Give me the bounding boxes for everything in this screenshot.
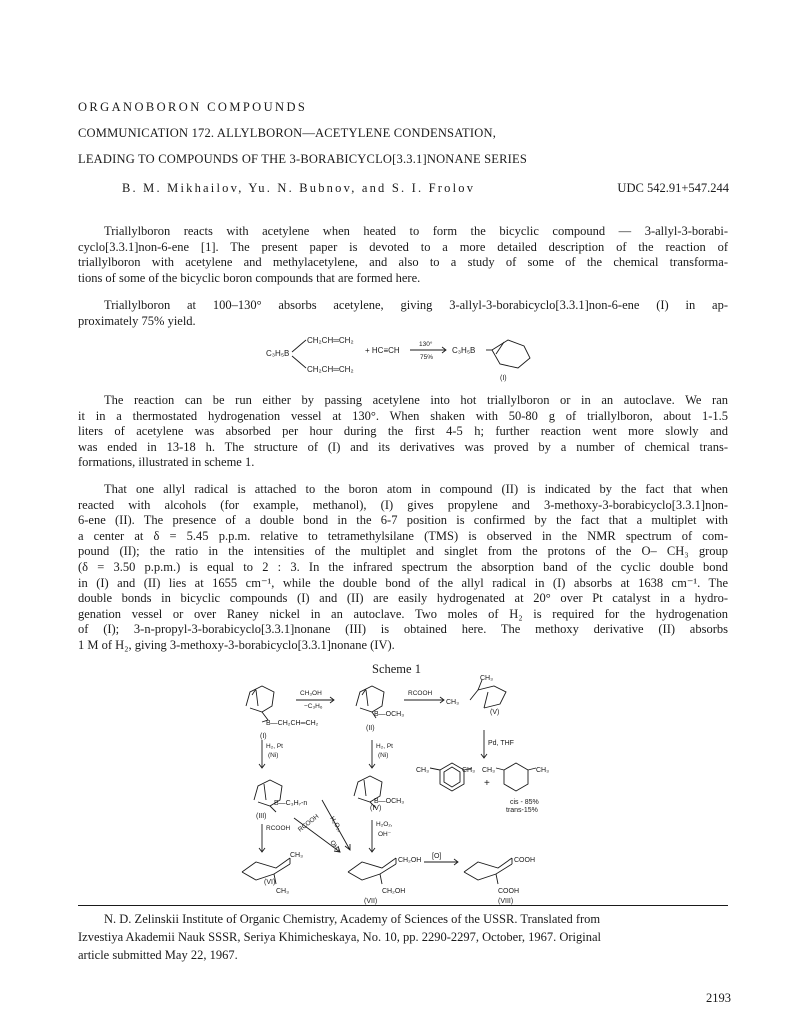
compound-ii-substituent: B—OCH₃ — [374, 711, 405, 718]
label-compound-iii: (III) — [256, 813, 267, 820]
reactant-allyl-top: CH₂CH═CH₂ — [307, 336, 354, 345]
compound-v-methyl-left: CH₃ — [446, 699, 459, 706]
authors: B. M. Mikhailov, Yu. N. Bubnov, and S. I. Frolov — [122, 181, 476, 195]
text-line: That one allyl radical is attached to the boron atom in compound (II) is indicated by the fact that when — [104, 482, 728, 496]
article-subtitle: LEADING TO COMPOUNDS OF THE 3-BORABICYCLO[3.3.1]NONANE SERIES — [78, 152, 528, 166]
xylene-methyl-left: CH₃ — [416, 767, 429, 774]
arrow-rcooh-diagonal: RCOOH — [296, 813, 321, 834]
label-compound-vii: (VII) — [364, 898, 378, 905]
communication-title: COMMUNICATION 172. ALLYLBORON—ACETYLENE CONDENSATION, — [78, 126, 497, 140]
xylene-methyl-right: CH₃ — [462, 767, 475, 774]
label-compound-vi: (VI) — [264, 879, 276, 886]
text-line: liters of acetylene was absorbed per hour during the first 4-5 h; further reaction went more slowly and — [78, 424, 728, 439]
yield-condition: 75% — [420, 354, 434, 361]
text-line: reacted with alcohols (for example, methanol), (I) gives propylene and 3-methoxy-3-borabicyclo[3.3.1]non- — [78, 497, 728, 512]
text-line: double bonds in bicyclic compounds (I) and (II) are easily hydrogenated at 20° over Pt catalyst in a hydro- — [78, 591, 728, 606]
cis-ratio: cis - 85% — [510, 799, 539, 806]
footnote-line: Izvestiya Akademii Nauk SSSR, Seriya Khimicheskaya, No. 10, pp. 2290-2297, October, 1967. Original — [78, 930, 602, 944]
arrow-methanol: CH₃OH — [300, 690, 322, 697]
footnote-line: N. D. Zelinskii Institute of Organic Chemistry, Academy of Sciences of the USSR. Translated from — [104, 912, 601, 926]
product-boron: C₃H₅B — [452, 346, 476, 355]
text-line: triallylboron with acetylene and methylacetylene, and also to a study of some of the chemical transforma- — [78, 255, 728, 270]
product-label: (I) — [500, 375, 507, 382]
text-line: genation vessel or over Raney nickel in an autoclave. Two moles of H₂ is required for the hydrogenation — [78, 606, 728, 621]
arrow-palladium: Pd, THF — [488, 740, 514, 747]
arrow-peroxide-iv: H₂O₂, — [376, 821, 393, 828]
compound-v-methyl-top: CH₃ — [480, 675, 493, 682]
arrow-hydroxide-diagonal: OH⁻ — [328, 839, 342, 855]
text-line: pound (II); the ratio in the intensities of the multiplet and singlet from the protons of the O– CH₃ group — [78, 544, 728, 559]
compound-vii-hydroxymethyl-top: CH₂OH — [398, 857, 422, 864]
text-line: (δ = 3.50 p.p.m.) is equal to 2 : 3. In the infrared spectrum the absorption band of the cyclic double bond — [78, 559, 728, 574]
reactant-boron: C₃H₅B — [266, 349, 290, 358]
compound-viii-carboxyl-top: COOH — [514, 857, 535, 864]
text-line: tions of some of the bicyclic boron compounds that are formed here. — [78, 270, 421, 285]
footnote-line: article submitted May 22, 1967. — [78, 948, 238, 962]
text-line: in (I) and (II) lies at 1655 cm⁻¹, while the double bond of the allyl radical in (I) absorbs at 1638 cm⁻¹. The — [78, 575, 728, 590]
arrow-oxidation: [O] — [432, 853, 442, 860]
text-line: 6-ene (II). The presence of a double bond in the 6-7 position is confirmed by the fact that a multiplet with — [78, 513, 728, 528]
compound-vi-methyl-top: CH₃ — [290, 852, 303, 859]
compound-i-substituent: B—CH₂CH═CH₂ — [266, 720, 319, 727]
udc-code: UDC 542.91+547.244 — [617, 181, 729, 195]
compound-viii-carboxyl-bottom: COOH — [498, 888, 519, 895]
label-compound-v: (V) — [490, 709, 500, 716]
text-line: Triallylboron reacts with acetylene when heated to form the bicyclic compound — 3-allyl-3-borabi- — [104, 224, 728, 238]
cyclohexane-methyl-right: CH₃ — [536, 767, 549, 774]
text-line: cyclo[3.3.1]non-6-ene [1]. The present paper is devoted to a more detailed description of the reaction of — [78, 239, 728, 254]
compound-vi-methyl-bottom: CH₃ — [276, 888, 289, 895]
acetylene-reagent: + HC≡CH — [365, 346, 400, 355]
compound-iv-substituent: B—OCH₃ — [374, 798, 405, 805]
temperature-condition: 130° — [419, 341, 433, 348]
page-number: 2193 — [706, 991, 731, 1005]
arrow-rcooh-vi: RCOOH — [266, 825, 291, 832]
text-line: of (I); 3-n-propyl-3-borabicyclo[3.3.1]nonane (III) is obtained here. The methoxy derivative (II) absorbs — [78, 622, 728, 637]
label-compound-i: (I) — [260, 733, 267, 740]
arrow-hydrogenation-i: H₂, Pt — [266, 743, 283, 750]
text-line: The reaction can be run either by passing acetylene into hot triallylboron or in an autoclave. We ran — [104, 393, 728, 407]
arrow-peroxide-diagonal: H₂O₂, — [328, 815, 344, 834]
scheme-title: Scheme 1 — [372, 662, 421, 676]
text-line: formations, illustrated in scheme 1. — [78, 455, 255, 470]
text-line: it in a thermostated hydrogenation vessel at 130°. When shaken with 50-80 g of triallylboron, about 1-1.5 — [78, 408, 728, 423]
arrow-propylene: −C₃H₆ — [304, 703, 323, 710]
text-line: a center at δ = 5.45 p.p.m. relative to tetramethylsilane (TMS) is observed in the NMR spectrum of com- — [78, 528, 728, 543]
cyclohexane-methyl-left: CH₃ — [482, 767, 495, 774]
compound-iii-substituent: B—C₃H₇-n — [274, 800, 308, 807]
label-compound-viii: (VIII) — [498, 898, 514, 905]
text-line: 1 M of H₂, giving 3-methoxy-3-borabicyclo[3.3.1]nonane (IV). — [78, 637, 395, 652]
text-line: Triallylboron at 100–130° absorbs acetylene, giving 3-allyl-3-borabicyclo[3.3.1]non-6-ene (I) in ap- — [104, 298, 728, 312]
series-title: ORGANOBORON COMPOUNDS — [78, 100, 308, 114]
text-line: was ended in 13-18 h. The structure of (I) and its derivatives was proved by a number of chemical trans- — [78, 439, 728, 454]
label-compound-iv: (IV) — [370, 805, 382, 812]
arrow-nickel-i: (Ni) — [268, 752, 279, 759]
compound-vii-hydroxymethyl-bottom: CH₂OH — [382, 888, 406, 895]
arrow-hydroxide-iv: OH⁻ — [378, 831, 392, 838]
products-plus: + — [484, 778, 490, 789]
footnote-divider — [78, 905, 728, 906]
trans-ratio: trans-15% — [506, 807, 538, 814]
reactant-allyl-bottom: CH₂CH═CH₂ — [307, 365, 354, 374]
arrow-rcooh-v: RCOOH — [408, 690, 433, 697]
footnote — [78, 910, 728, 964]
label-compound-ii: (II) — [366, 725, 375, 732]
arrow-nickel-ii: (Ni) — [378, 752, 389, 759]
text-line: proximately 75% yield. — [78, 313, 196, 328]
arrow-hydrogenation-ii: H₂, Pt — [376, 743, 393, 750]
